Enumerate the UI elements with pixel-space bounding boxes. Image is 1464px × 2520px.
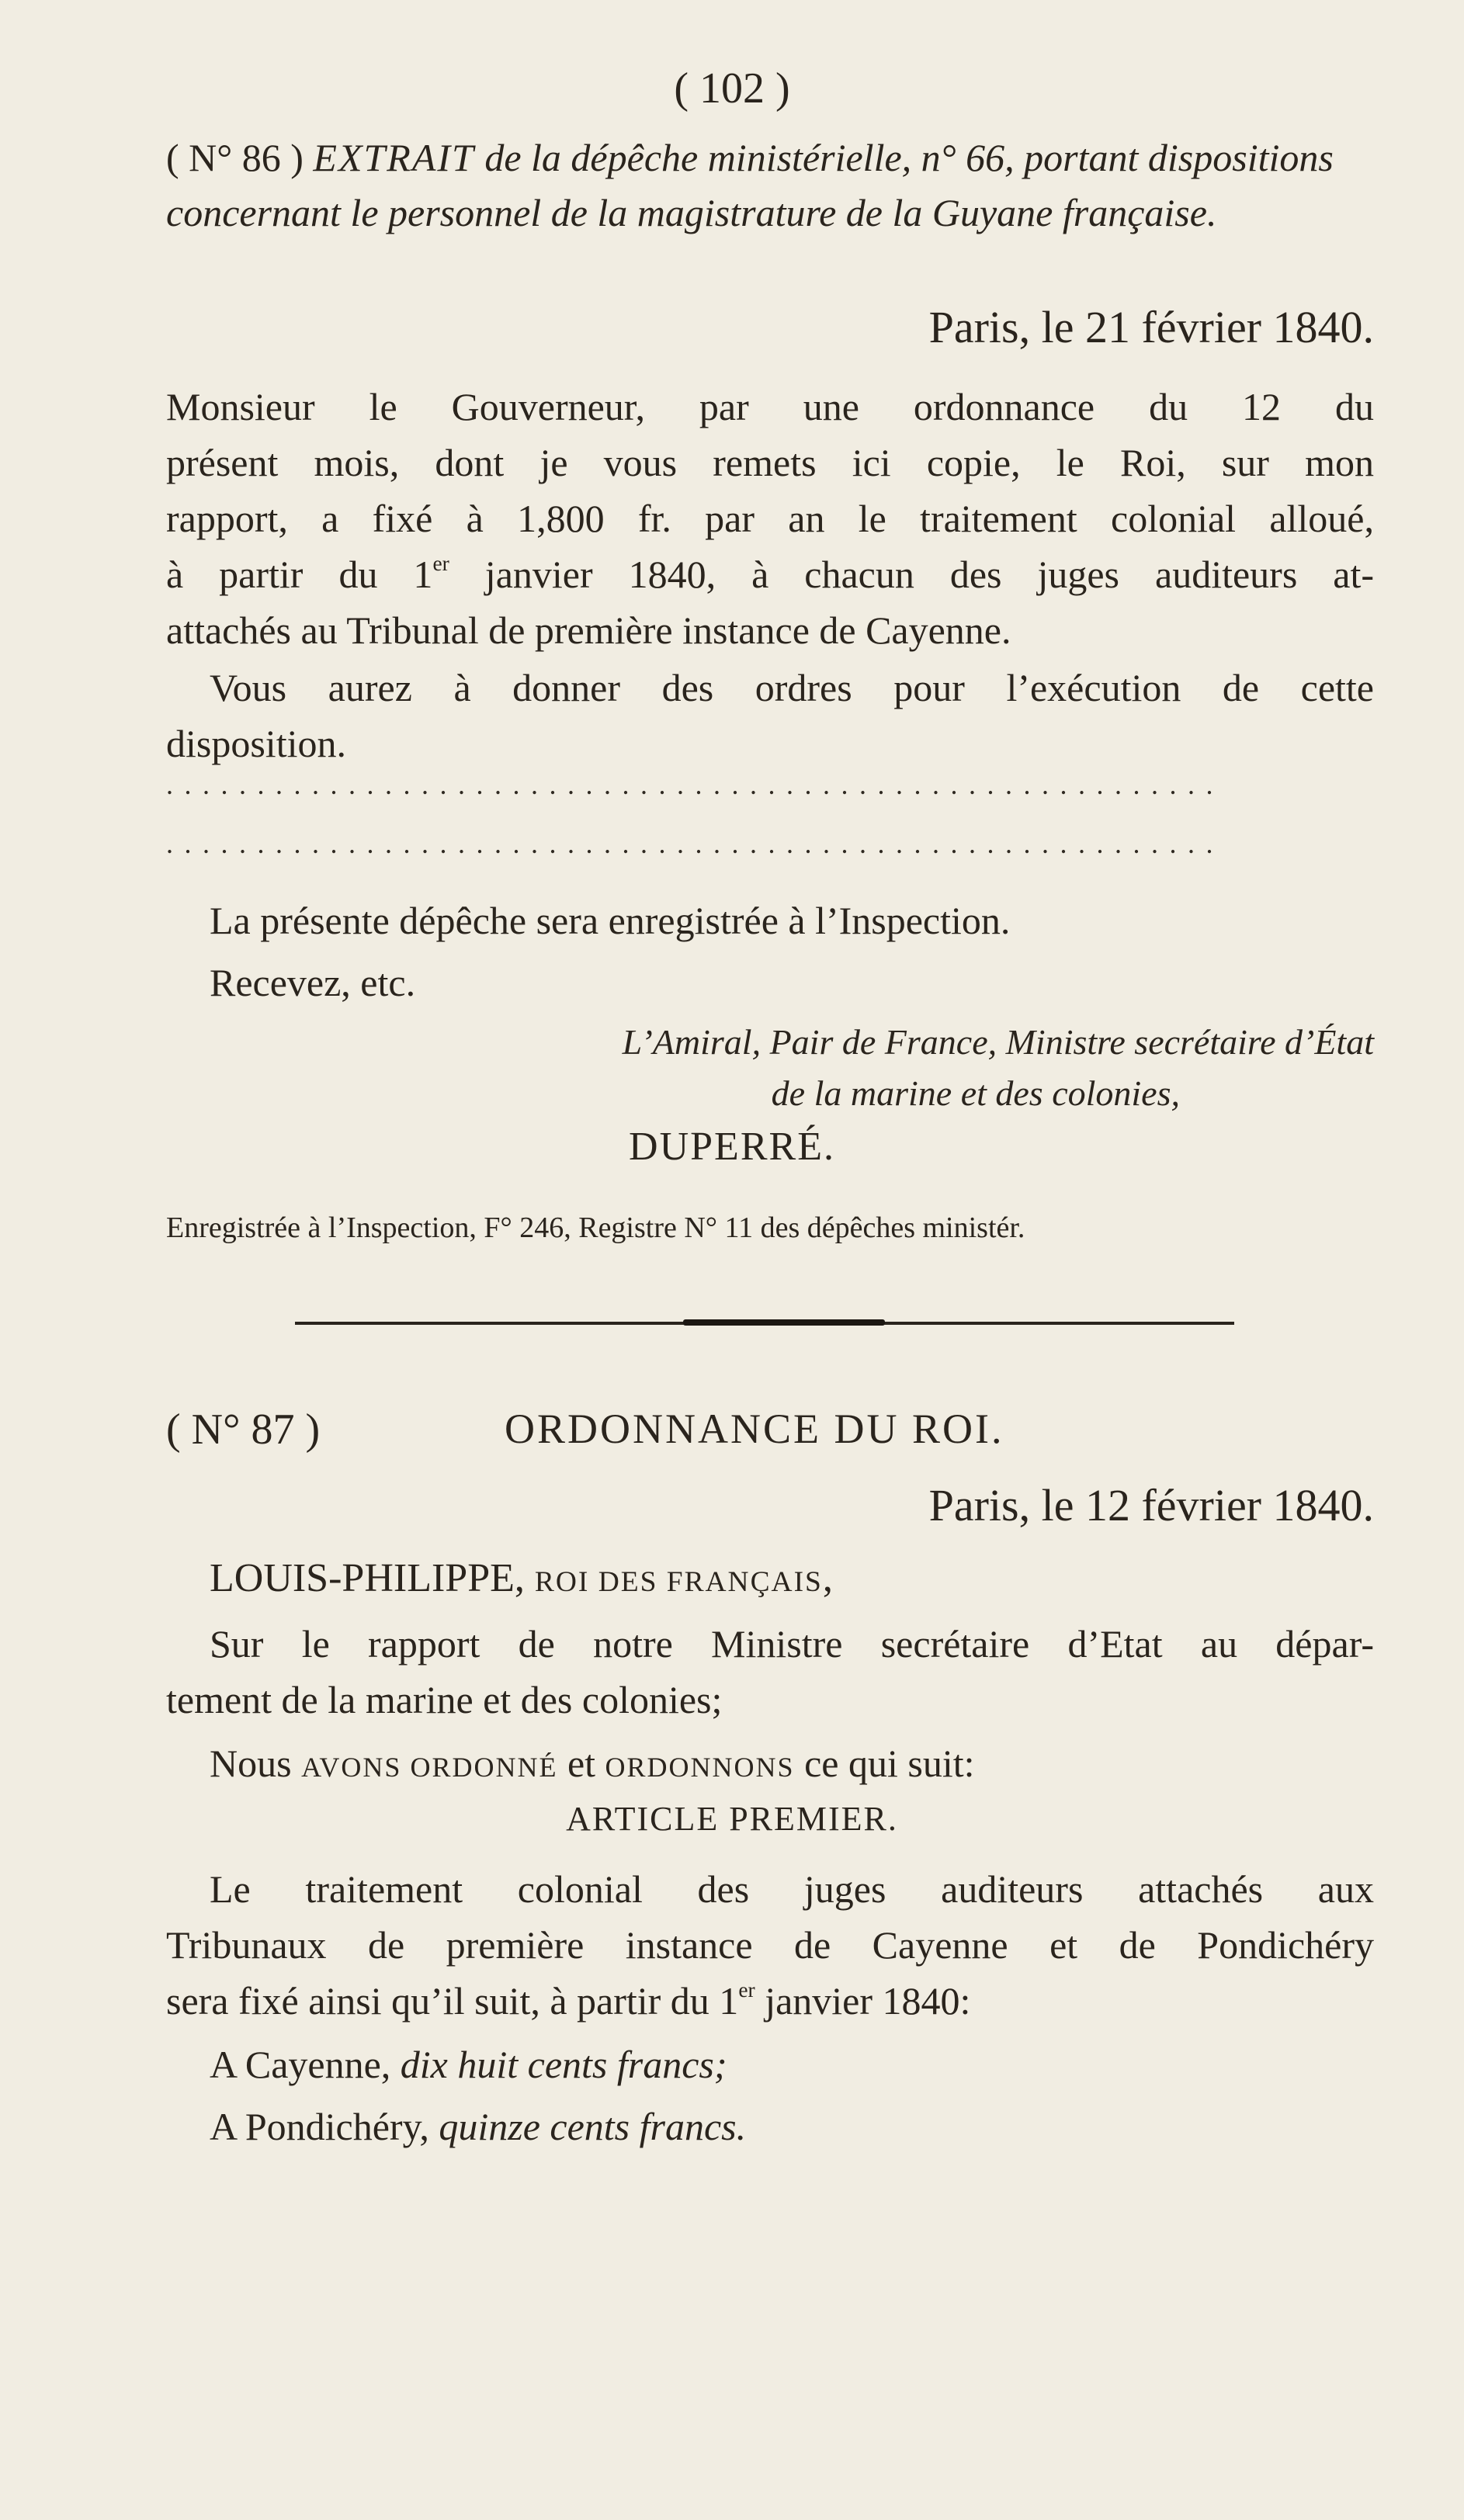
registration-note: Enregistrée à l’Inspection, F° 246, Registre N° 11 des dépêches ministér.: [166, 1211, 1025, 1244]
doc87-king-line: LOUIS-PHILIPPE, ROI DES FRANÇAIS,: [210, 1556, 833, 1600]
doc87-king: LOUIS-PHILIPPE: [210, 1556, 515, 1600]
doc87-para1-line1: Sur le rapport de notre Ministre secrétaire d’Etat au dépar-: [210, 1622, 1374, 1666]
doc87-item1: [210, 2036, 727, 2092]
doc87-art-line2: Tribunaux de première instance de Cayenne et de Pondichéry: [166, 1923, 1374, 1967]
doc87-title: ORDONNANCE DU ROI.: [505, 1406, 1004, 1452]
doc86-para1-line4-sup: er: [432, 551, 449, 575]
doc87-ordain-line: [210, 1735, 975, 1795]
doc87-art-line3-b: janvier 1840:: [755, 1979, 971, 2023]
doc87-art-line3: [166, 1973, 970, 2029]
doc86-para1-line2: présent mois, dont je vous remets ici copie, le Roi, sur mon: [166, 441, 1374, 484]
doc87-ordain-et: et: [567, 1742, 596, 1785]
doc87-ordain-avons: AVONS ORDONNÉ: [301, 1752, 558, 1783]
signature-title-line1: L’Amiral, Pair de France, Ministre secrétaire d’État: [622, 1022, 1374, 1062]
doc87-item2-amount: quinze cents francs.: [439, 2105, 747, 2148]
doc87-ordain-suit: ce qui suit:: [804, 1742, 975, 1785]
doc86-heading-extrait: EXTRAIT: [313, 136, 475, 179]
ellipsis-row-2: ..........................................................: [166, 828, 1224, 859]
doc87-art-line3-a: sera fixé ainsi qu’il suit, à partir du 1: [166, 1979, 739, 2023]
doc87-ordain-ordonnons: ORDONNONS: [605, 1752, 795, 1783]
doc86-para1-line5: attachés au Tribunal de première instance de Cayenne.: [166, 608, 1011, 652]
doc86-para1-line3: rapport, a fixé à 1,800 fr. par an le traitement colonial alloué,: [166, 497, 1374, 540]
doc86-para3: La présente dépêche sera enregistrée à l’Inspection.: [210, 899, 1011, 942]
doc87-number: ( N° 87 ): [166, 1406, 321, 1454]
doc87-ordain-nous: Nous: [210, 1742, 292, 1785]
doc87-item1-place: A Cayenne,: [210, 2043, 391, 2086]
doc87-item1-amount: dix huit cents francs;: [400, 2043, 727, 2086]
signature-title: [623, 1017, 1374, 1119]
doc87-item2-place: A Pondichéry,: [210, 2105, 429, 2148]
doc87-date: Paris, le 12 février 1840.: [928, 1480, 1374, 1530]
doc86-date: Paris, le 21 février 1840.: [928, 302, 1374, 352]
doc87-item2: [210, 2099, 746, 2154]
doc86-para2-line2: disposition.: [166, 722, 346, 765]
doc87-para1-line2: tement de la marine et des colonies;: [166, 1678, 723, 1721]
doc86-number: ( N° 86 ): [166, 136, 304, 179]
doc86-para1-line4-a: à partir du 1: [166, 553, 433, 596]
doc86-heading-text: de la dépêche ministérielle, n° 66, portant dispositions concernant le personnel de la magistrature de la Guyane française.: [166, 136, 1334, 234]
doc87-art-line1: Le traitement colonial des juges auditeurs attachés aux: [210, 1867, 1374, 1911]
article-heading: [0, 1799, 1464, 1839]
section-divider-thick: [683, 1319, 885, 1326]
doc87-art-line3-sup: er: [738, 1978, 755, 2002]
signature-title-line2: de la marine et des colonies,: [771, 1073, 1180, 1113]
doc86-closing: Recevez, etc.: [210, 961, 416, 1004]
page-number: ( 102 ): [674, 64, 790, 113]
doc86-heading: [166, 130, 1377, 241]
doc86-para1-line1: Monsieur le Gouverneur, par une ordonnance du 12 du: [166, 385, 1374, 428]
doc87-king-title: ROI DES FRANÇAIS: [534, 1566, 823, 1598]
signature-name: DUPERRÉ.: [629, 1125, 835, 1169]
doc86-para2-line1: Vous aurez à donner des ordres pour l’exécution de cette: [210, 666, 1374, 709]
article-heading-text: ARTICLE PREMIER.: [566, 1800, 898, 1838]
doc86-para1-line4-b: janvier 1840, à chacun des juges auditeurs at-: [449, 553, 1375, 596]
ellipsis-row-1: ..........................................................: [166, 769, 1224, 800]
doc86-para1-line4: [166, 546, 1374, 602]
